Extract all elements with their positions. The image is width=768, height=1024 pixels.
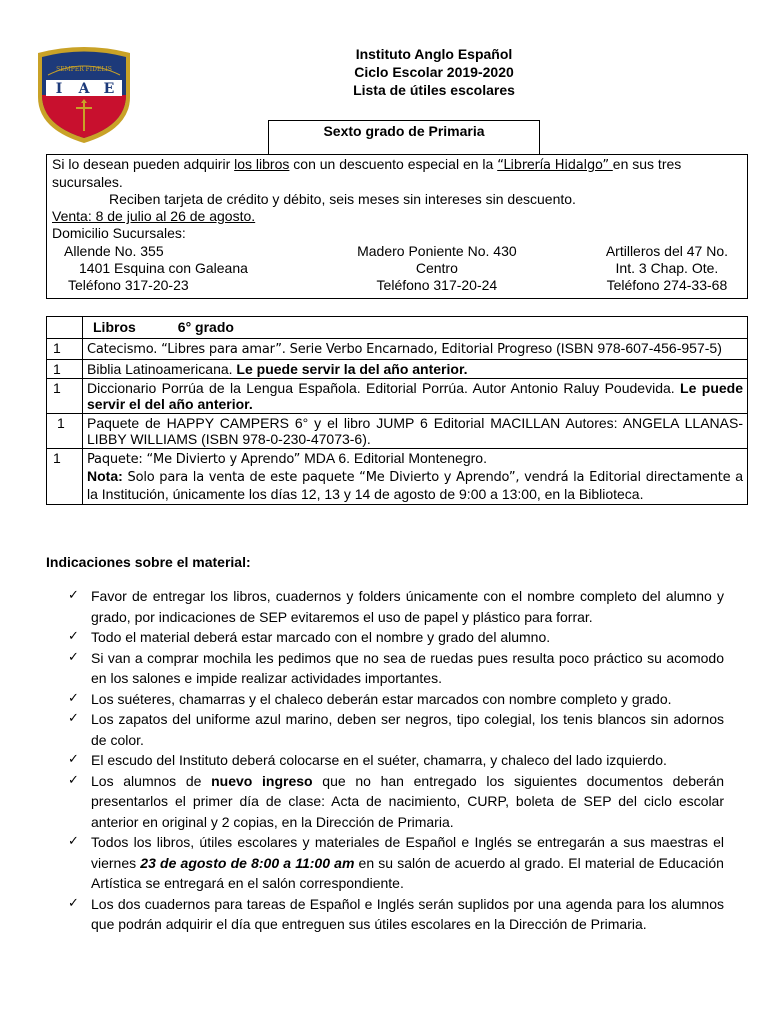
table-row: 1 Biblia Latinoamericana. Le puede servir la del año anterior. <box>47 360 748 379</box>
table-row: 1 Catecismo. “Libres para amar”. Serie Verbo Encarnado, Editorial Progreso (ISBN 978-607-456-957-5) <box>47 339 748 360</box>
info-line-1: Si lo desean pueden adquirir los libros con un descuento especial en la “Librería Hidalgo” en sus tres <box>52 156 682 173</box>
logo-motto: SEMPER FIDELIS <box>56 66 112 73</box>
branch-allende: Allende No. 355 1401 Esquina con Galeana Teléfono 317-20-23 <box>64 243 248 293</box>
table-row: 1 Paquete de HAPPY CAMPERS 6° y el libro JUMP 6 Editorial MACILLAN Autores: ANGELA LLANAS-LIBBY WILLIAMS (ISBN 978-0-230-47073-6). <box>47 414 748 449</box>
list-item: ✓ Todo el material deberá estar marcado con el nombre y grado del alumno. <box>46 627 724 648</box>
checkmark-icon: ✓ <box>68 649 79 665</box>
list-item: ✓ Todos los libros, útiles escolares y materiales de Español e Inglés se entregarán a sus maestras el viernes 23 de agosto de 8:00 a 11:00 am en su salón de acuerdo al grado. El material de Educación Artística se entregará en el salón correspondiente. <box>68 834 724 891</box>
indications-list <box>46 586 724 935</box>
payment-info: Reciben tarjeta de crédito y débito, seis meses sin intereses sin descuento. <box>109 191 576 207</box>
grade-title: Sexto grado de Primaria <box>268 120 540 155</box>
sale-dates: Venta: 8 de julio al 26 de agosto. <box>52 208 256 224</box>
logo-initial-e: E <box>103 81 115 97</box>
institute-logo <box>34 45 134 145</box>
books-link: los libros <box>234 156 290 172</box>
document-header <box>220 45 648 99</box>
store-name: “Librería Hidalgo” <box>497 158 613 173</box>
indications-title: Indicaciones sobre el material: <box>46 554 251 570</box>
list-item: ✓ Los suéteres, chamarras y el chaleco deberán estar marcados con nombre completo y grado. <box>46 689 724 710</box>
checkmark-icon: ✓ <box>68 711 79 726</box>
branch-artilleros: Artilleros del 47 No. Int. 3 Chap. Ote. Teléfono 274-33-68 <box>605 243 728 293</box>
school-cycle: Ciclo Escolar 2019-2020 <box>354 64 514 80</box>
list-title: Lista de útiles escolares <box>353 82 515 98</box>
institution-name: Instituto Anglo Español <box>355 46 513 62</box>
logo-initial-i: I <box>55 81 63 97</box>
books-header-label: Libros <box>93 319 136 335</box>
list-item: ✓ Los alumnos de nuevo ingreso que no han entregado los siguientes documentos deberán presentarlos el primer día de clase: Acta de nacimiento, CURP, boleta de SEP del ciclo escolar anterior en original y 2 copias, en la Dirección de Primaria. <box>68 772 725 830</box>
list-item: ✓ Los zapatos del uniforme azul marino, deben ser negros, tipo colegial, los tenis blancos sin adornos de color. <box>68 711 724 748</box>
checkmark-icon: ✓ <box>68 690 79 706</box>
branches-list <box>52 243 742 294</box>
books-table <box>46 316 748 505</box>
grade-header-label: 6° grado <box>177 319 234 335</box>
table-row: 1 Diccionario Porrúa de la Lengua Española. Editorial Porrúa. Autor Antonio Raluy Poudevida. Le puede servir el del año anterior. <box>47 379 748 414</box>
books-table-header <box>47 317 748 339</box>
checkmark-icon: ✓ <box>68 834 79 849</box>
list-item: ✓ Favor de entregar los libros, cuadernos y folders únicamente con el nombre completo del alumno y grado, por indicaciones de SEP evitaremos el uso de papel y plástico para forrar. <box>68 588 724 625</box>
checkmark-icon: ✓ <box>68 895 79 911</box>
branches-label: Domicilio Sucursales: <box>52 225 186 241</box>
purchase-info-box <box>46 154 748 299</box>
list-item: ✓ El escudo del Instituto deberá colocarse en el suéter, chamarra, y chaleco del lado izquierdo. <box>46 750 724 771</box>
info-line-2: sucursales. <box>52 174 123 190</box>
checkmark-icon: ✓ <box>68 629 79 644</box>
logo-initial-a: A <box>78 81 90 97</box>
table-row: 1 Paquete: “Me Divierto y Aprendo” MDA 6. Editorial Montenegro. Nota: Solo para la venta de este paquete “Me Divierto y Aprendo”, vendrá la Editorial directamente a la Institución, únicamente los días 12, 13 y 14 de agosto de 9:00 a 13:00, en la Biblioteca. <box>47 449 748 505</box>
checkmark-icon: ✓ <box>68 588 79 603</box>
list-item: ✓ Si van a comprar mochila les pedimos que no sea de ruedas pues resulta poco práctico su acomodo en los salones e impide realizar actividades importantes. <box>68 649 724 686</box>
branch-madero: Madero Poniente No. 430 Centro Teléfono 317-20-24 <box>357 243 517 293</box>
checkmark-icon: ✓ <box>68 772 79 788</box>
checkmark-icon: ✓ <box>68 752 79 767</box>
list-item: ✓ Los dos cuadernos para tareas de Español e Inglés serán suplidos por una agenda para los alumnos que podrán adquirir el día que entreguen sus útiles escolares en la Dirección de Primaria. <box>68 895 724 932</box>
